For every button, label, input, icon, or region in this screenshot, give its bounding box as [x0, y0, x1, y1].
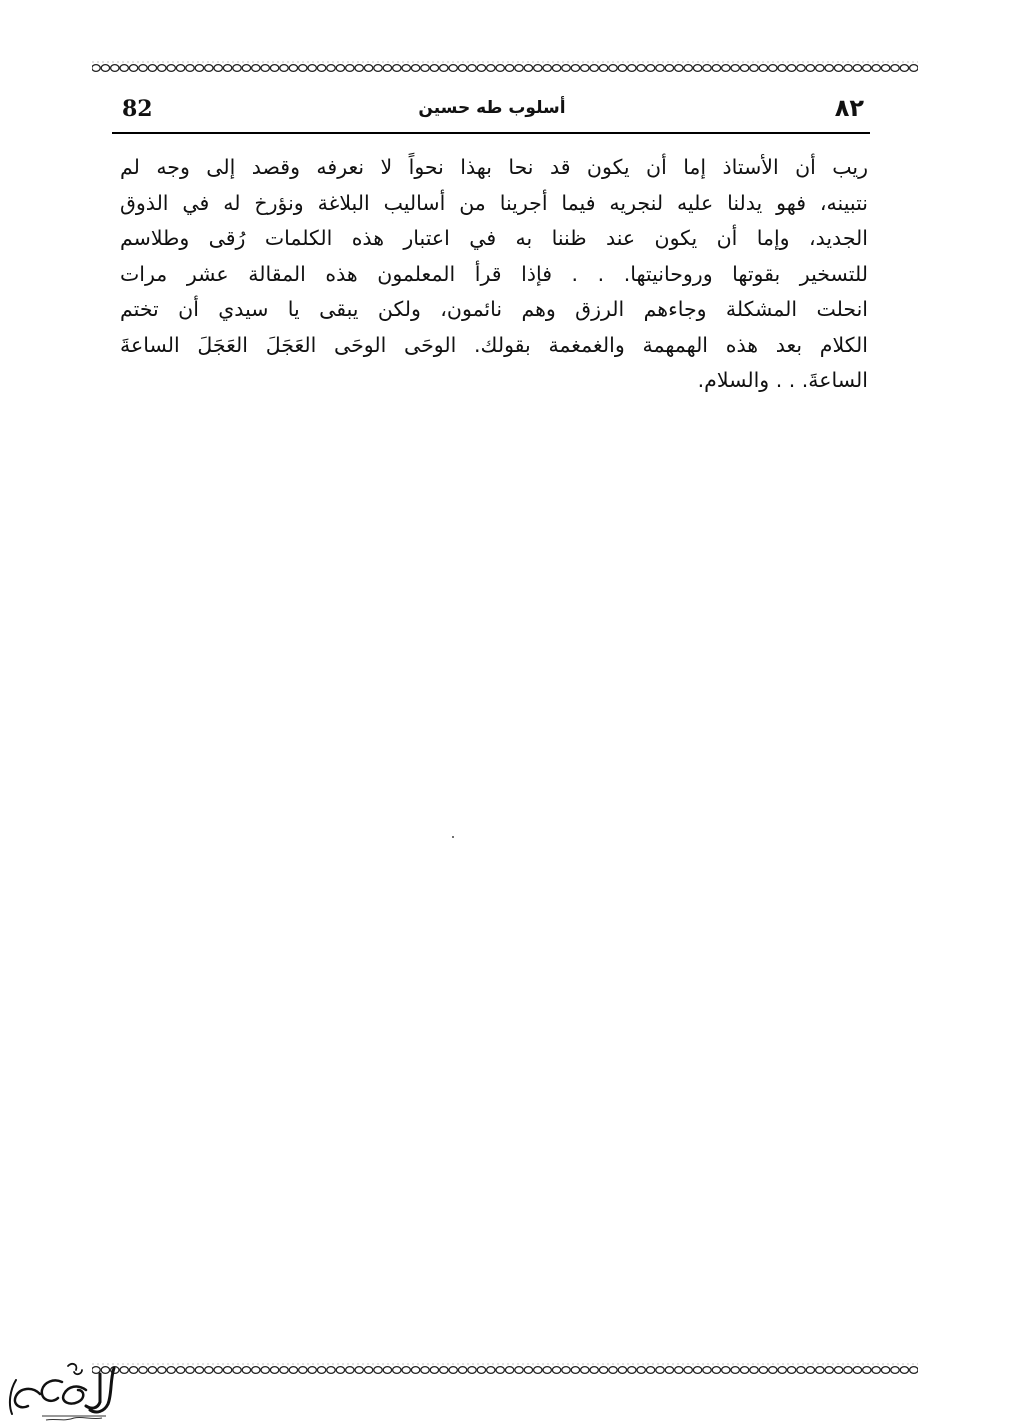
text-line: انحلت المشكلة وجاءهم الرزق وهم نائمون، ولكن يبقى يا سيدي أن تختم — [120, 297, 868, 321]
text-line: ريب أن الأستاذ إما أن يكون قد نحا بهذا نحواً لا نعرفه وقصد إلى وجه لم — [120, 155, 868, 179]
running-title: أسلوب طه حسين — [418, 98, 566, 118]
text-line: الجديد، وإما أن يكون عند ظننا به في اعتبار هذه الكلمات رُقى وطلاسم — [120, 226, 868, 250]
text-line: الساعةَ. . . والسلام. — [697, 368, 868, 392]
text-line: للتسخير بقوتها وروحانيتها. . . فإذا قرأ المعلمون هذه المقالة عشر مرات — [120, 261, 868, 286]
body-paragraph — [120, 150, 868, 399]
top-ornamental-border — [92, 60, 918, 76]
page-number-latin: 82 — [122, 96, 153, 122]
header-rule — [112, 132, 870, 134]
calligraphy-stamp-logo — [2, 1360, 120, 1424]
bottom-ornamental-border — [92, 1362, 918, 1378]
text-line: نتبينه، فهو يدلنا عليه لنجريه فيما أجرينا من أساليب البلاغة ونؤرخ له في الذوق — [120, 190, 868, 215]
scan-speck — [452, 836, 454, 838]
page-header — [120, 94, 864, 130]
text-line: الكلام بعد هذه الهمهمة والغمغمة بقولك. الوحَى الوحَى العَجَلَ العَجَلَ الساعةَ — [120, 332, 868, 357]
page-number-arabic: ٨٢ — [834, 94, 864, 122]
